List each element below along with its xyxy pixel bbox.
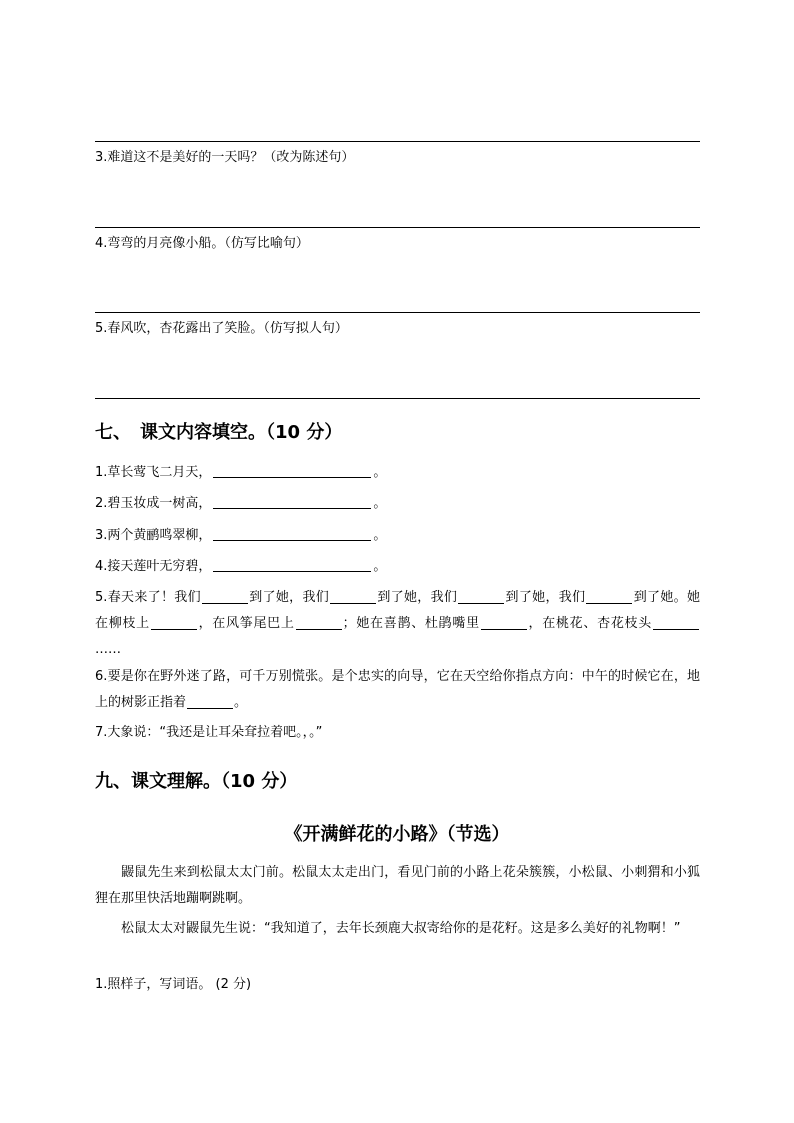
fill-blank[interactable]: [213, 494, 371, 509]
fill-blank[interactable]: [296, 615, 342, 630]
fill-item-7: 7.大象说：“我还是让耳朵耷拉着吧。，。”: [95, 725, 323, 740]
fill-item-suffix: 。: [373, 559, 387, 574]
fill-blank[interactable]: [653, 615, 699, 630]
question-6-3: 3.难道这不是美好的一天吗？（改为陈述句）: [95, 150, 355, 165]
fill-item-suffix: 。: [373, 465, 387, 480]
section-9-heading: 九、课文理解。（10 分）: [95, 771, 298, 792]
fill-item-prefix: 4.接天莲叶无穷碧，: [95, 559, 212, 574]
fill-item-suffix: 。: [373, 528, 387, 543]
answer-line: [95, 227, 700, 228]
answer-line: [95, 398, 700, 399]
fill-item: [95, 463, 386, 482]
answer-line: [95, 141, 700, 142]
fill-blank[interactable]: [202, 589, 248, 604]
reading-question-1: 1.照样子，写词语。 (2 分): [95, 977, 252, 992]
fill-item-prefix: 3.两个黄鹂鸣翠柳，: [95, 528, 212, 543]
fill-item-prefix: 2.碧玉妆成一树高，: [95, 496, 212, 511]
fill-item: [95, 557, 386, 576]
passage-paragraph: 松鼠太太对鼹鼠先生说：“我知道了，去年长颈鹿大叔寄给你的是花籽。这是多么美好的礼物啊！”: [121, 921, 681, 936]
passage-paragraph: 鼹鼠先生来到松鼠太太门前。松鼠太太走出门，看见门前的小路上花朵簇簇，小松鼠、小刺猬和小狐狸在那里快活地蹦啊跳啊。: [95, 865, 700, 906]
fill-blank[interactable]: [213, 463, 371, 478]
fill-blank[interactable]: [481, 615, 527, 630]
fill-blank[interactable]: [187, 694, 233, 709]
fill-item: [95, 526, 386, 545]
fill-blank[interactable]: [151, 615, 197, 630]
fill-blank[interactable]: [213, 526, 371, 541]
fill-blank[interactable]: [586, 589, 632, 604]
text-run: 到了她，我们: [377, 590, 458, 605]
text-run: 5.春天来了！我们: [95, 590, 201, 605]
text-run: 到了她，我们: [505, 590, 586, 605]
text-run: ，在桃花、杏花枝头: [527, 616, 652, 631]
answer-line: [95, 312, 700, 313]
section-7-heading: 七、 课文内容填空。（10 分）: [95, 422, 343, 443]
fill-item-prefix: 1.草长莺飞二月天，: [95, 465, 212, 480]
fill-item-6: [95, 664, 700, 716]
fill-blank[interactable]: [330, 589, 376, 604]
text-run: ……: [95, 642, 121, 657]
text-run: 。: [234, 695, 248, 710]
fill-item-suffix: 。: [373, 496, 387, 511]
passage-title: 《开满鲜花的小路》（节选）: [284, 824, 510, 845]
text-run: ，在风筝尾巴上: [197, 616, 295, 631]
fill-item-5: [95, 585, 700, 663]
fill-blank[interactable]: [458, 589, 504, 604]
text-run: 到了她。她在柳枝上: [95, 590, 700, 631]
question-6-4: 4.弯弯的月亮像小船。（仿写比喻句）: [95, 236, 309, 251]
text-run: 6.要是你在野外迷了路，可千万别慌张。是个忠实的向导，它在天空给你指点方向：中午的时候它在，地上的树影正指着: [95, 669, 700, 710]
text-run: 到了她，我们: [248, 590, 330, 605]
fill-blank[interactable]: [213, 557, 371, 572]
text-run: ；她在喜鹊、杜鹃嘴里: [342, 616, 480, 631]
question-6-5: 5.春风吹，杏花露出了笑脸。（仿写拟人句）: [95, 321, 348, 336]
fill-item: [95, 494, 386, 513]
